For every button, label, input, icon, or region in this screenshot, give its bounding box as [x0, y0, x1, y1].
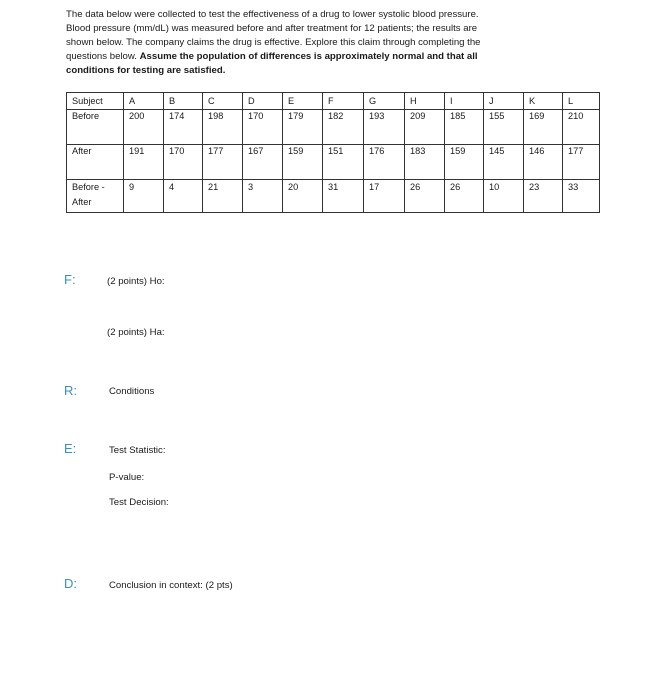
intro-line-4	[66, 50, 586, 64]
header-cell: C	[203, 93, 243, 110]
table-row-after	[67, 145, 600, 180]
row-label-line-2: After	[72, 197, 92, 207]
header-cell: J	[484, 93, 524, 110]
table-cell: 209	[405, 110, 445, 145]
table-cell: 26	[405, 180, 445, 213]
table-cell: 20	[283, 180, 323, 213]
ho-prompt: (2 points) Ho:	[107, 276, 165, 287]
table-cell: 167	[243, 145, 283, 180]
section-label-f: F:	[64, 272, 76, 287]
table-row-before	[67, 110, 600, 145]
test-statistic-prompt: Test Statistic:	[109, 445, 166, 456]
table-cell: 23	[524, 180, 563, 213]
table-cell: 4	[164, 180, 203, 213]
table-cell: 159	[445, 145, 484, 180]
table-cell: 200	[124, 110, 164, 145]
intro-line-5	[66, 64, 586, 78]
table-cell: 3	[243, 180, 283, 213]
row-label-line-1: Before -	[72, 182, 105, 192]
problem-intro	[66, 8, 586, 78]
intro-line-2: Blood pressure (mm/dL) was measured before and after treatment for 12 patients; the results are	[66, 23, 478, 34]
table-cell: 210	[563, 110, 600, 145]
section-label-d: D:	[64, 576, 77, 591]
section-label-e: E:	[64, 441, 77, 456]
intro-line-4-bold: Assume the population of differences is approximately normal and that all	[139, 51, 478, 62]
table-cell: 10	[484, 180, 524, 213]
table-cell: 159	[283, 145, 323, 180]
blood-pressure-table	[66, 92, 600, 213]
table-cell: 17	[364, 180, 405, 213]
header-cell: L	[563, 93, 600, 110]
header-cell: G	[364, 93, 405, 110]
row-label	[67, 180, 124, 213]
table-cell: 183	[405, 145, 445, 180]
table-cell: 193	[364, 110, 405, 145]
header-cell: E	[283, 93, 323, 110]
conclusion-prompt: Conclusion in context: (2 pts)	[109, 580, 233, 591]
table-cell: 155	[484, 110, 524, 145]
intro-line-1: The data below were collected to test the effectiveness of a drug to lower systolic blood pressure.	[66, 9, 479, 20]
header-cell: A	[124, 93, 164, 110]
conditions-prompt: Conditions	[109, 386, 155, 397]
row-label: Before	[67, 110, 124, 145]
table-cell: 174	[164, 110, 203, 145]
header-cell: B	[164, 93, 203, 110]
table-cell: 146	[524, 145, 563, 180]
table-cell: 26	[445, 180, 484, 213]
row-label: After	[67, 145, 124, 180]
table-cell: 21	[203, 180, 243, 213]
header-cell: I	[445, 93, 484, 110]
table-cell: 176	[364, 145, 405, 180]
section-label-r: R:	[64, 383, 77, 398]
table-cell: 177	[203, 145, 243, 180]
table-cell: 179	[283, 110, 323, 145]
table-cell: 151	[323, 145, 364, 180]
intro-line-4-plain: questions below.	[66, 51, 140, 62]
table-cell: 33	[563, 180, 600, 213]
ha-prompt: (2 points) Ha:	[107, 327, 165, 338]
table-cell: 9	[124, 180, 164, 213]
intro-line-5-bold: conditions for testing are satisfied.	[66, 65, 226, 76]
table-cell: 177	[563, 145, 600, 180]
header-cell: F	[323, 93, 364, 110]
table-row-difference	[67, 180, 600, 213]
test-decision-prompt: Test Decision:	[109, 497, 169, 508]
header-cell: D	[243, 93, 283, 110]
table-cell: 182	[323, 110, 364, 145]
p-value-prompt: P-value:	[109, 472, 145, 483]
table-cell: 185	[445, 110, 484, 145]
table-cell: 169	[524, 110, 563, 145]
header-cell-subject: Subject	[67, 93, 124, 110]
header-cell: K	[524, 93, 563, 110]
intro-line-3: shown below. The company claims the drug is effective. Explore this claim through completing the	[66, 37, 481, 48]
header-cell: H	[405, 93, 445, 110]
table-cell: 191	[124, 145, 164, 180]
table-header-row	[67, 93, 600, 110]
table-cell: 170	[243, 110, 283, 145]
table-cell: 31	[323, 180, 364, 213]
table-cell: 170	[164, 145, 203, 180]
table-cell: 198	[203, 110, 243, 145]
table-cell: 145	[484, 145, 524, 180]
